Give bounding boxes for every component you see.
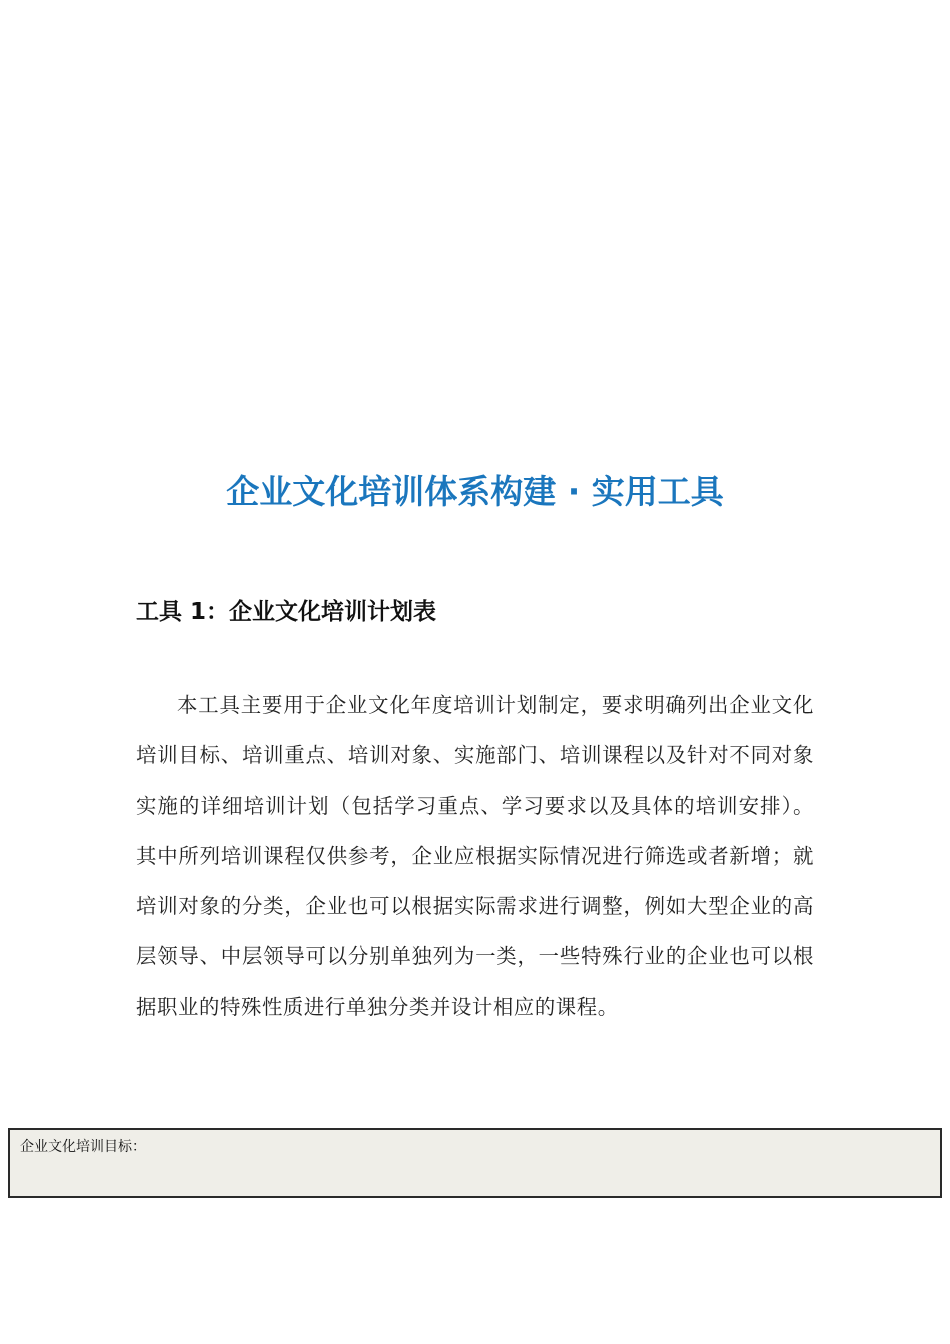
- training-goal-label: 企业文化培训目标：: [20, 1139, 146, 1155]
- body-paragraph: 本工具主要用于企业文化年度培训计划制定，要求明确列出企业文化培训目标、培训重点、培训对象、实施部门、培训课程以及针对不同对象实施的详细培训计划（包括学习重点、学习要求以及具体的培训安排）。其中所列培训课程仅供参考，企业应根据实际情况进行筛选或者新增；就培训对象的分类，企业也可以根据实际需求进行调整，例如大型企业的高层领导、中层领导可以分别单独列为一类，一些特殊行业的企业也可以根据职业的特殊性质进行单独分类并设计相应的课程。: [136, 693, 814, 1019]
- page-title: 企业文化培训体系构建 · 实用工具: [226, 472, 724, 511]
- section-heading: 工具 1：企业文化培训计划表: [136, 599, 437, 625]
- training-goal-box: [8, 1128, 942, 1198]
